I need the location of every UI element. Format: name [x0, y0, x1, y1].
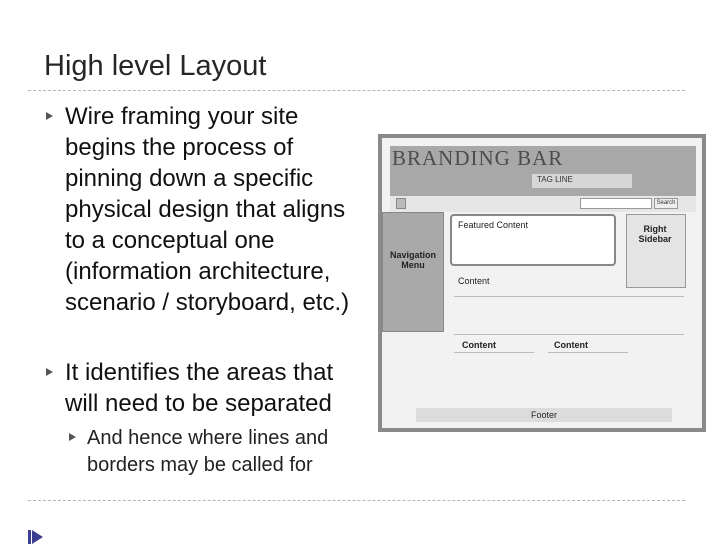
- bullet-marker-icon: [46, 112, 53, 121]
- bottom-divider: [28, 500, 685, 501]
- title-divider: [28, 90, 685, 91]
- content-divider: [454, 334, 684, 335]
- bullet-wireframing: Wire framing your site begins the process of pinning down a specific physical design that aligns to a conceptual one (information architecture, scenario / storyboard, etc.): [65, 103, 350, 316]
- nav-arrow-bar-icon[interactable]: [28, 530, 31, 544]
- featured-content-label: Featured Content: [458, 220, 529, 230]
- tagline-label: TAG LINE: [537, 175, 573, 184]
- content-label: Content: [458, 276, 490, 286]
- content-label: Content: [554, 340, 588, 350]
- footer-label: Footer: [530, 410, 557, 420]
- content-label: Content: [462, 340, 496, 350]
- wireframe-image: [378, 134, 706, 432]
- search-field: [580, 198, 652, 209]
- sub-bullet-marker-icon: [69, 433, 76, 442]
- slide-title: High level Layout: [44, 50, 267, 82]
- right-sidebar-label: Right Sidebar: [638, 224, 672, 244]
- navigation-menu-label: Navigation Menu: [389, 250, 436, 270]
- bullet-marker-icon: [46, 368, 53, 377]
- branding-bar-label: BRANDING BAR: [392, 146, 564, 170]
- content-divider: [454, 352, 534, 353]
- toolbar-icon: [396, 198, 406, 209]
- sub-bullet-borders: And hence where lines and borders may be called for: [87, 427, 329, 476]
- next-slide-arrow-icon[interactable]: [32, 530, 43, 544]
- navigation-menu-panel: [382, 212, 444, 332]
- content-divider: [548, 352, 628, 353]
- content-divider: [454, 296, 684, 297]
- search-button: Search: [654, 198, 678, 209]
- bullet-areas: It identifies the areas that will need to be separated: [65, 359, 334, 417]
